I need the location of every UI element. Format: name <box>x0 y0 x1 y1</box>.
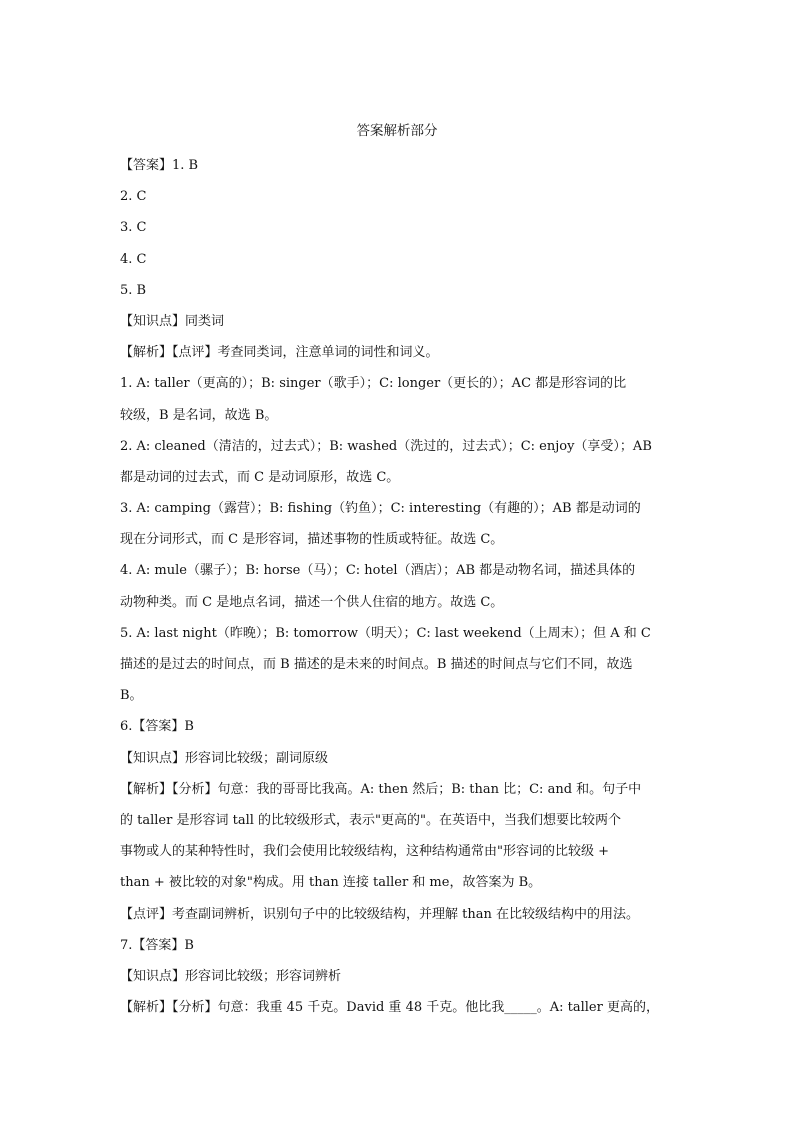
text-line: 1. A: taller（更高的）；B: singer（歌手）；C: longer（更长的）；AC 都是形容词的比 <box>120 376 627 392</box>
text-line: 现在分词形式，而 C 是形容词，描述事物的性质或特征。故选 C。 <box>120 532 504 548</box>
text-line: 4. A: mule（骡子）；B: horse（马）；C: hotel（酒店）；AB 都是动物名词，描述具体的 <box>120 563 636 579</box>
text-line: 【解析】【分析】句意：我重 45 千克。David 重 48 千克。他比我_____。A: taller 更高的， <box>120 1000 659 1016</box>
answer-explanation-body <box>120 150 682 1023</box>
text-line: 动物种类。而 C 是地点名词，描述一个供人住宿的地方。故选 C。 <box>120 594 504 610</box>
text-line: 2. A: cleaned（清洁的，过去式）；B: washed（洗过的，过去式）；C: enjoy（享受）；AB <box>120 438 652 454</box>
text-line: 的 taller 是形容词 tall 的比较级形式，表示"更高的"。在英语中，当我们想要比较两个 <box>120 812 621 828</box>
text-line: 【解析】【分析】句意：我的哥哥比我高。A: then 然后；B: than 比；C: and 和。句子中 <box>120 781 642 797</box>
text-line: 都是动词的过去式，而 C 是动词原形，故选 C。 <box>120 469 400 485</box>
text-line: 5. B <box>120 282 147 298</box>
text-line: 【知识点】同类词 <box>120 313 225 329</box>
text-line: than + 被比较的对象"构成。用 than 连接 taller 和 me，故答案为 B。 <box>120 875 542 891</box>
text-line: 5. A: last night（昨晚）；B: tomorrow（明天）；C: last weekend（上周末）；但 A 和 C <box>120 625 651 641</box>
text-line: B。 <box>120 688 143 704</box>
text-line: 4. C <box>120 251 147 267</box>
text-line: 2. C <box>120 189 147 205</box>
text-line: 7.【答案】B <box>120 937 194 953</box>
text-line: 较级，B 是名词，故选 B。 <box>120 407 278 423</box>
text-line: 【解析】【点评】考查同类词，注意单词的词性和词义。 <box>120 345 439 361</box>
text-line: 3. A: camping（露营）；B: fishing（钓鱼）；C: interesting（有趣的）；AB 都是动词的 <box>120 501 641 517</box>
text-line: 3. C <box>120 220 147 236</box>
text-line: 【知识点】形容词比较级；形容词辨析 <box>120 968 342 984</box>
text-line: 事物或人的某种特性时，我们会使用比较级结构，这种结构通常由"形容词的比较级 + <box>120 844 610 860</box>
text-line: 【点评】考查副词辨析，识别句子中的比较级结构，并理解 than 在比较级结构中的用法。 <box>120 906 639 922</box>
text-line: 【答案】1. B <box>120 158 199 173</box>
page-title: 答案解析部分 <box>356 123 438 139</box>
text-line: 6.【答案】B <box>120 719 194 735</box>
text-line: 描述的是过去的时间点，而 B 描述的是未来的时间点。B 描述的时间点与它们不同，故选 <box>120 657 633 672</box>
text-line: 【知识点】形容词比较级；副词原级 <box>120 750 329 766</box>
